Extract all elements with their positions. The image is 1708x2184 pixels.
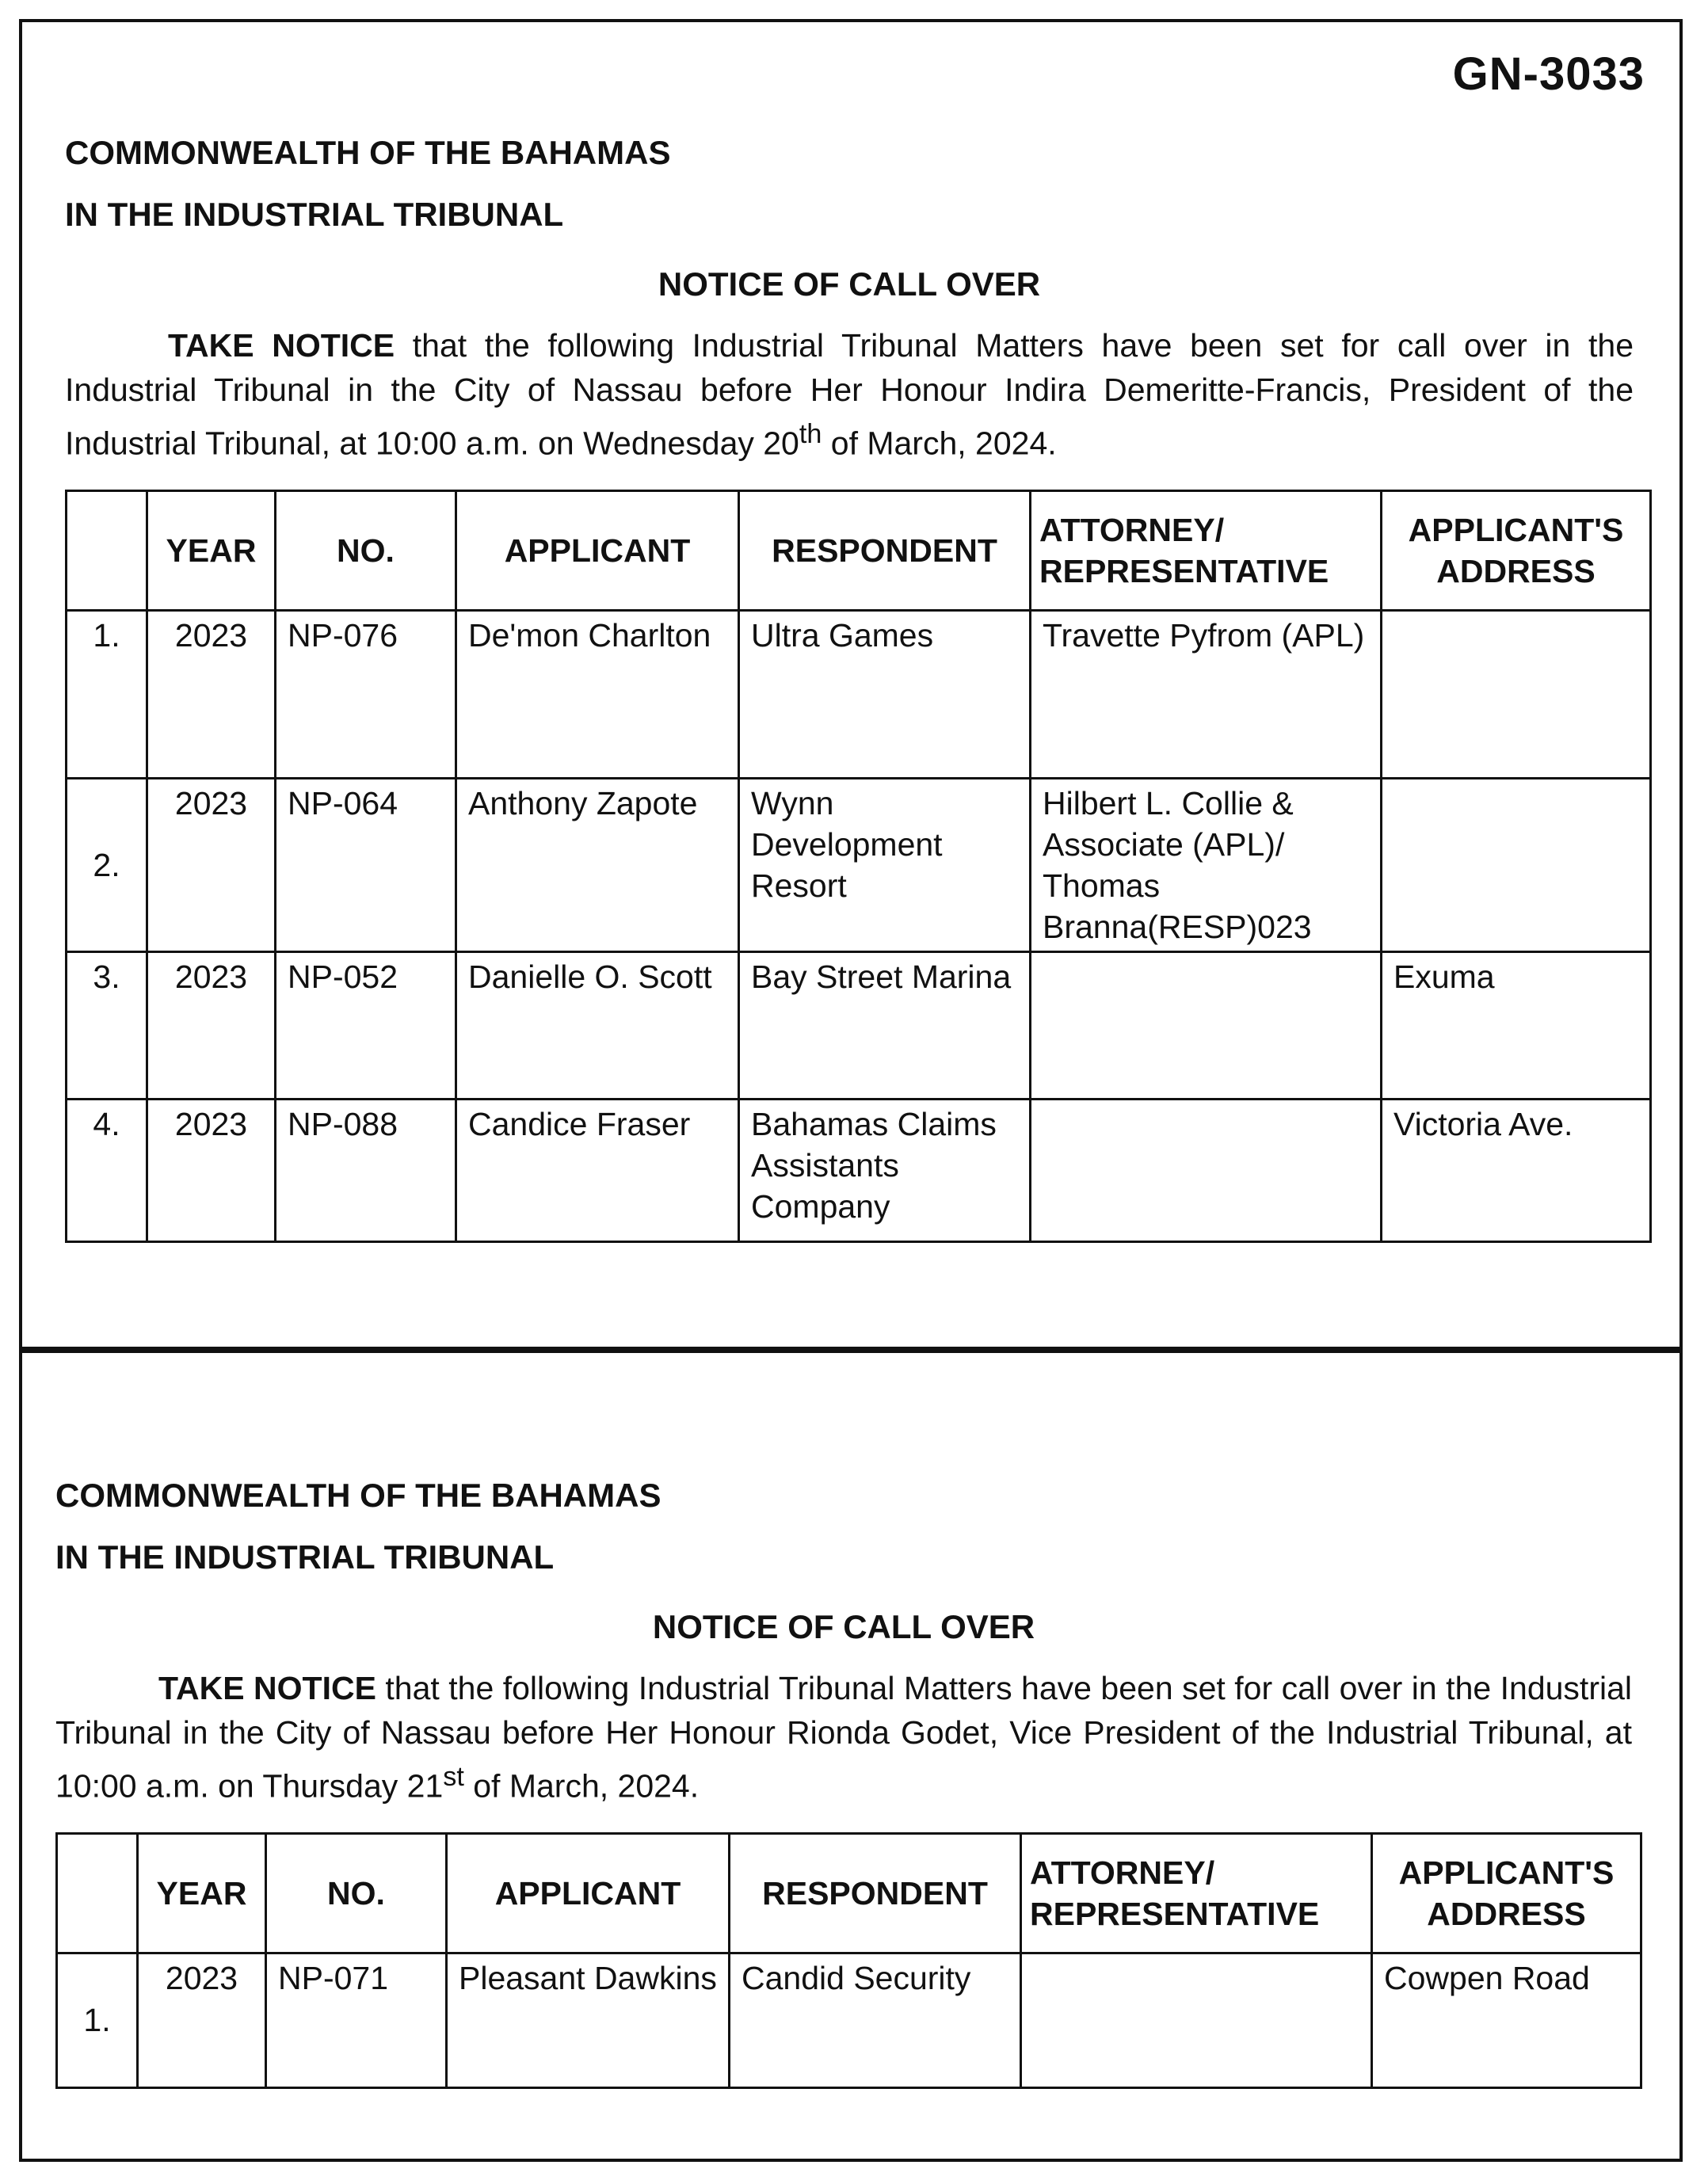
gazette-number: GN-3033 — [1452, 48, 1645, 100]
col-respondent: RESPONDENT — [730, 1833, 1021, 1953]
row-attorney: Travette Pyfrom (APL) — [1031, 610, 1382, 778]
row-year: 2023 — [147, 1099, 276, 1241]
row-no: NP-076 — [276, 610, 456, 778]
row-respondent: Bahamas Claims Assistants Company — [739, 1099, 1031, 1241]
table-row — [57, 1953, 1641, 2087]
row-respondent: Ultra Games — [739, 610, 1031, 778]
col-applicant: APPLICANT — [447, 1833, 730, 1953]
col-no: NO. — [266, 1833, 447, 1953]
col-year: YEAR — [138, 1833, 266, 1953]
col-address: APPLICANT'S ADDRESS — [1372, 1833, 1641, 1953]
row-attorney: Hilbert L. Collie & Associate (APL)/ Thomas Branna(RESP)023 — [1031, 778, 1382, 951]
heading-commonwealth: COMMONWEALTH OF THE BAHAMAS — [55, 1477, 661, 1514]
date-suffix: th — [799, 419, 822, 449]
row-attorney — [1031, 951, 1382, 1099]
row-index: 1. — [67, 610, 147, 778]
row-address: Exuma — [1382, 951, 1651, 1099]
notice-paragraph — [55, 1666, 1632, 1809]
heading-tribunal: IN THE INDUSTRIAL TRIBUNAL — [55, 1538, 555, 1576]
row-attorney — [1031, 1099, 1382, 1241]
matters-table — [65, 490, 1652, 1243]
row-address: Cowpen Road — [1372, 1953, 1641, 2087]
row-no: NP-064 — [276, 778, 456, 951]
row-no: NP-071 — [266, 1953, 447, 2087]
table-row — [67, 951, 1651, 1099]
row-applicant: Candice Fraser — [456, 1099, 739, 1241]
row-attorney — [1021, 1953, 1372, 2087]
row-address — [1382, 610, 1651, 778]
notice-president — [65, 127, 1634, 1243]
row-respondent: Bay Street Marina — [739, 951, 1031, 1099]
row-index: 3. — [67, 951, 147, 1099]
heading-call-over: NOTICE OF CALL OVER — [652, 1608, 1035, 1645]
row-applicant: Anthony Zapote — [456, 778, 739, 951]
row-address — [1382, 778, 1651, 951]
take-notice: TAKE NOTICE — [158, 1670, 376, 1706]
row-respondent: Candid Security — [730, 1953, 1021, 2087]
row-no: NP-052 — [276, 951, 456, 1099]
row-respondent: Wynn Development Resort — [739, 778, 1031, 951]
col-attorney: ATTORNEY/ REPRESENTATIVE — [1021, 1833, 1372, 1953]
row-year: 2023 — [147, 951, 276, 1099]
notice-body: that the following Industrial Tribunal Matters have been set for call over in the Industrial Tribunal in the City of Nassau before Her Honour Indira Demeritte-Francis, President of the Industrial Tribunal, at 10:00 a.m. on Wednesday 20 — [65, 327, 1634, 462]
row-address: Victoria Ave. — [1382, 1099, 1651, 1241]
row-applicant: Pleasant Dawkins — [447, 1953, 730, 2087]
col-address: APPLICANT'S ADDRESS — [1382, 490, 1651, 610]
heading-tribunal: IN THE INDUSTRIAL TRIBUNAL — [65, 196, 564, 233]
notice-paragraph — [65, 323, 1634, 466]
matters-table — [55, 1832, 1642, 2089]
col-index — [67, 490, 147, 610]
row-index: 2. — [67, 778, 147, 951]
date-suffix: st — [443, 1762, 464, 1792]
table-header-row — [67, 490, 1651, 610]
notice-body-end: of March, 2024. — [463, 1767, 700, 1805]
col-respondent: RESPONDENT — [739, 490, 1031, 610]
row-applicant: De'mon Charlton — [456, 610, 739, 778]
row-year: 2023 — [138, 1953, 266, 2087]
table-header-row — [57, 1833, 1641, 1953]
table-row — [67, 1099, 1651, 1241]
section-divider — [19, 1347, 1683, 1353]
heading-call-over: NOTICE OF CALL OVER — [658, 265, 1041, 303]
take-notice: TAKE NOTICE — [168, 327, 395, 364]
notice-body-end: of March, 2024. — [822, 425, 1057, 462]
row-year: 2023 — [147, 610, 276, 778]
row-applicant: Danielle O. Scott — [456, 951, 739, 1099]
col-year: YEAR — [147, 490, 276, 610]
notice-vice-president — [55, 1469, 1632, 2089]
heading-commonwealth: COMMONWEALTH OF THE BAHAMAS — [65, 134, 671, 171]
col-applicant: APPLICANT — [456, 490, 739, 610]
row-index: 4. — [67, 1099, 147, 1241]
col-no: NO. — [276, 490, 456, 610]
notice-body: that the following Industrial Tribunal Matters have been set for call over in the Industrial Tribunal in the City of Nassau before Her Honour Rionda Godet, Vice President of the Industrial Tribunal, at 10:00 a.m. on Thursday 21 — [55, 1670, 1632, 1805]
table-row — [67, 610, 1651, 778]
col-attorney: ATTORNEY/ REPRESENTATIVE — [1031, 490, 1382, 610]
row-no: NP-088 — [276, 1099, 456, 1241]
table-row — [67, 778, 1651, 951]
col-index — [57, 1833, 138, 1953]
row-index: 1. — [57, 1953, 138, 2087]
row-year: 2023 — [147, 778, 276, 951]
